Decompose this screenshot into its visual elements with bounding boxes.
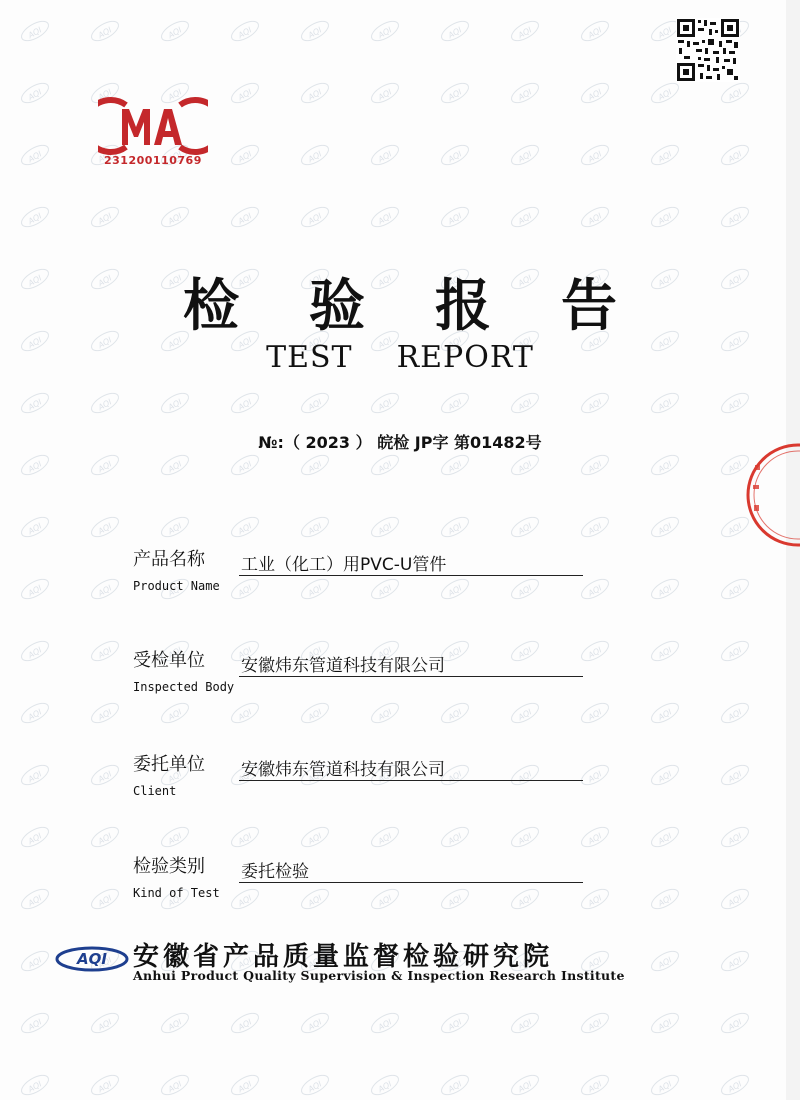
field-value: 委托检验 — [241, 862, 309, 882]
field-label-cn: 委托单位 — [133, 754, 205, 775]
field-label-cn: 产品名称 — [133, 549, 205, 570]
institute-name-cn: 安徽省产品质量监督检验研究院 — [133, 942, 554, 972]
cma-number: 231200110769 — [104, 154, 202, 167]
report-number: №:（ 2023 ） 皖检 JP字 第01482号 — [258, 433, 542, 452]
title-english — [0, 340, 800, 375]
field-label-cn: 检验类别 — [133, 856, 205, 877]
title-char: 检 — [183, 274, 239, 339]
field-value: 安徽炜东管道科技有限公司 — [241, 760, 445, 780]
title-char: 验 — [309, 274, 365, 339]
aqi-logo — [55, 946, 129, 972]
field-label-cn: 受检单位 — [133, 650, 205, 671]
title-char: 告 — [561, 274, 617, 339]
field-underline — [239, 676, 583, 677]
field-label-en: Client — [133, 784, 177, 798]
title-chinese — [0, 262, 800, 342]
svg-text:AQI: AQI — [77, 950, 107, 968]
page-edge-shadow — [786, 0, 800, 1100]
title-word: REPORT — [396, 340, 534, 375]
title-word: TEST — [266, 340, 353, 375]
institute-footer — [55, 932, 735, 992]
field-label-en: Inspected Body — [133, 680, 235, 694]
field-underline — [239, 780, 583, 781]
field-label-en: Product Name — [133, 579, 220, 593]
title-char: 报 — [435, 274, 491, 339]
field-value: 工业（化工）用PVC-U管件 — [241, 555, 447, 575]
institute-name-en: Anhui Product Quality Supervision & Inspection Research Institute — [133, 968, 625, 983]
field-label-en: Kind of Test — [133, 886, 220, 900]
field-value: 安徽炜东管道科技有限公司 — [241, 656, 445, 676]
field-underline — [239, 575, 583, 576]
field-underline — [239, 882, 583, 883]
qr-code — [676, 18, 740, 82]
red-seal-stamp — [740, 440, 800, 550]
